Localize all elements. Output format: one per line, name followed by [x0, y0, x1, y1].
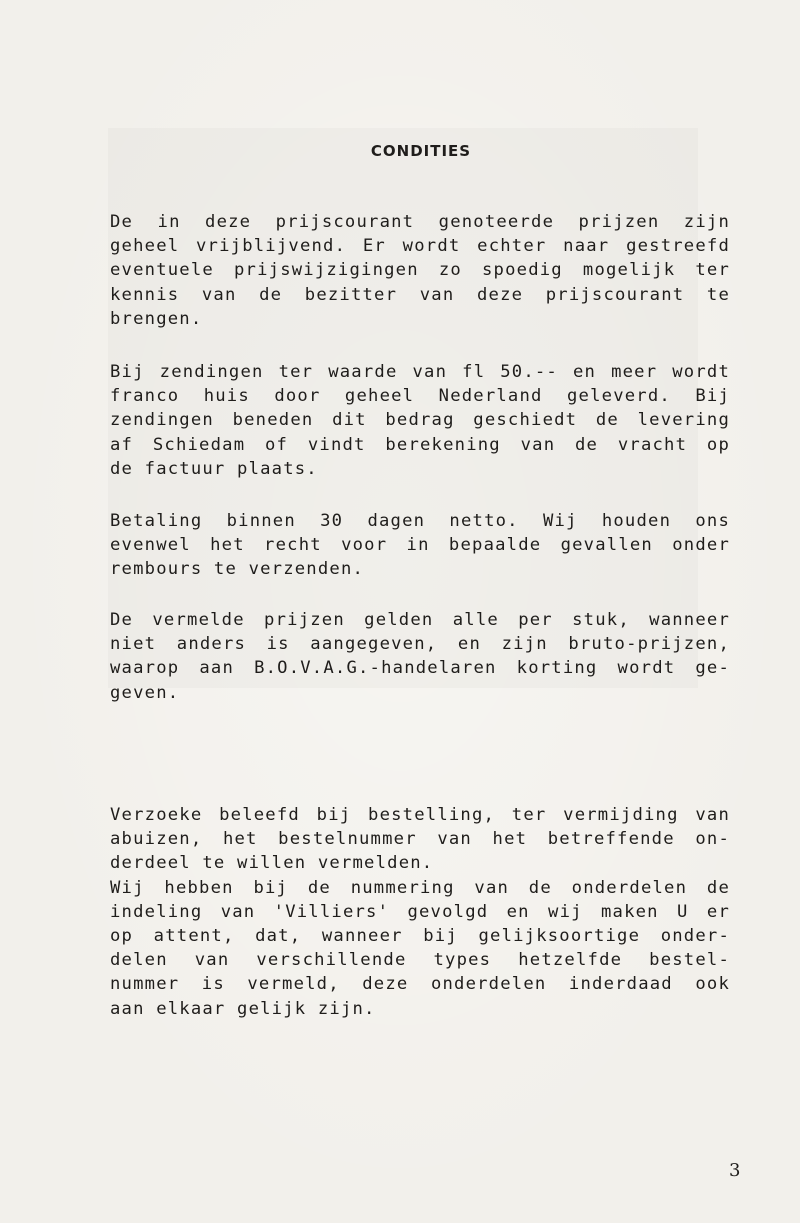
text-line: de factuur plaats.	[110, 458, 318, 479]
text-line: evenwel het recht voor in bepaalde gevallen onder	[110, 535, 730, 556]
text-line: niet anders is aangegeven, en zijn bruto-prijzen,	[110, 634, 730, 655]
text-line: franco huis door geheel Nederland geleverd. Bij	[110, 386, 730, 407]
text-line: nummer is vermeld, deze onderdelen inderdaad ook	[110, 974, 730, 995]
text-line: abuizen, het bestelnummer van het betreffende on-	[110, 829, 730, 850]
text-line: zendingen beneden dit bedrag geschiedt de levering	[110, 410, 730, 431]
text-line: De in deze prijscourant genoteerde prijzen zijn	[110, 212, 730, 232]
text-line: Betaling binnen 30 dagen netto. Wij houden ons	[110, 511, 730, 531]
paragraph-payment	[110, 509, 730, 582]
text-line: derdeel te willen vermelden.	[110, 853, 434, 874]
text-line: Verzoeke beleefd bij bestelling, ter vermijding van	[110, 805, 730, 825]
page-number: 3	[729, 1160, 741, 1181]
text-line: geheel vrijblijvend. Er wordt echter naar gestreefd	[110, 236, 730, 257]
text-line: geven.	[110, 682, 180, 703]
text-line: Bij zendingen ter waarde van fl 50.-- en meer wordt	[110, 362, 730, 382]
text-line: eventuele prijswijzigingen zo spoedig mogelijk ter	[110, 260, 730, 281]
text-line: aan elkaar gelijk zijn.	[110, 998, 376, 1019]
paragraph-ordering	[110, 803, 730, 1021]
text-line: indeling van 'Villiers' gevolgd en wij maken U er	[110, 901, 730, 922]
text-line: brengen.	[110, 308, 203, 329]
text-line: waarop aan B.O.V.A.G.-handelaren korting wordt ge-	[110, 658, 730, 679]
text-line: Wij hebben bij de nummering van de onderdelen de	[110, 877, 730, 898]
text-line: De vermelde prijzen gelden alle per stuk, wanneer	[110, 610, 730, 630]
page-title: CONDITIES	[370, 142, 472, 160]
text-line: rembours te verzenden.	[110, 559, 365, 580]
text-line: delen van verschillende types hetzelfde bestel-	[110, 950, 730, 971]
paragraph-shipping	[110, 360, 730, 481]
text-line: kennis van de bezitter van deze prijscourant te	[110, 284, 730, 305]
text-line: op attent, dat, wanneer bij gelijksoortige onder-	[110, 926, 730, 947]
text-line: af Schiedam of vindt berekening van de vracht op	[110, 434, 730, 455]
paragraph-pricing-terms	[110, 608, 730, 705]
paragraph-prices	[110, 210, 730, 331]
